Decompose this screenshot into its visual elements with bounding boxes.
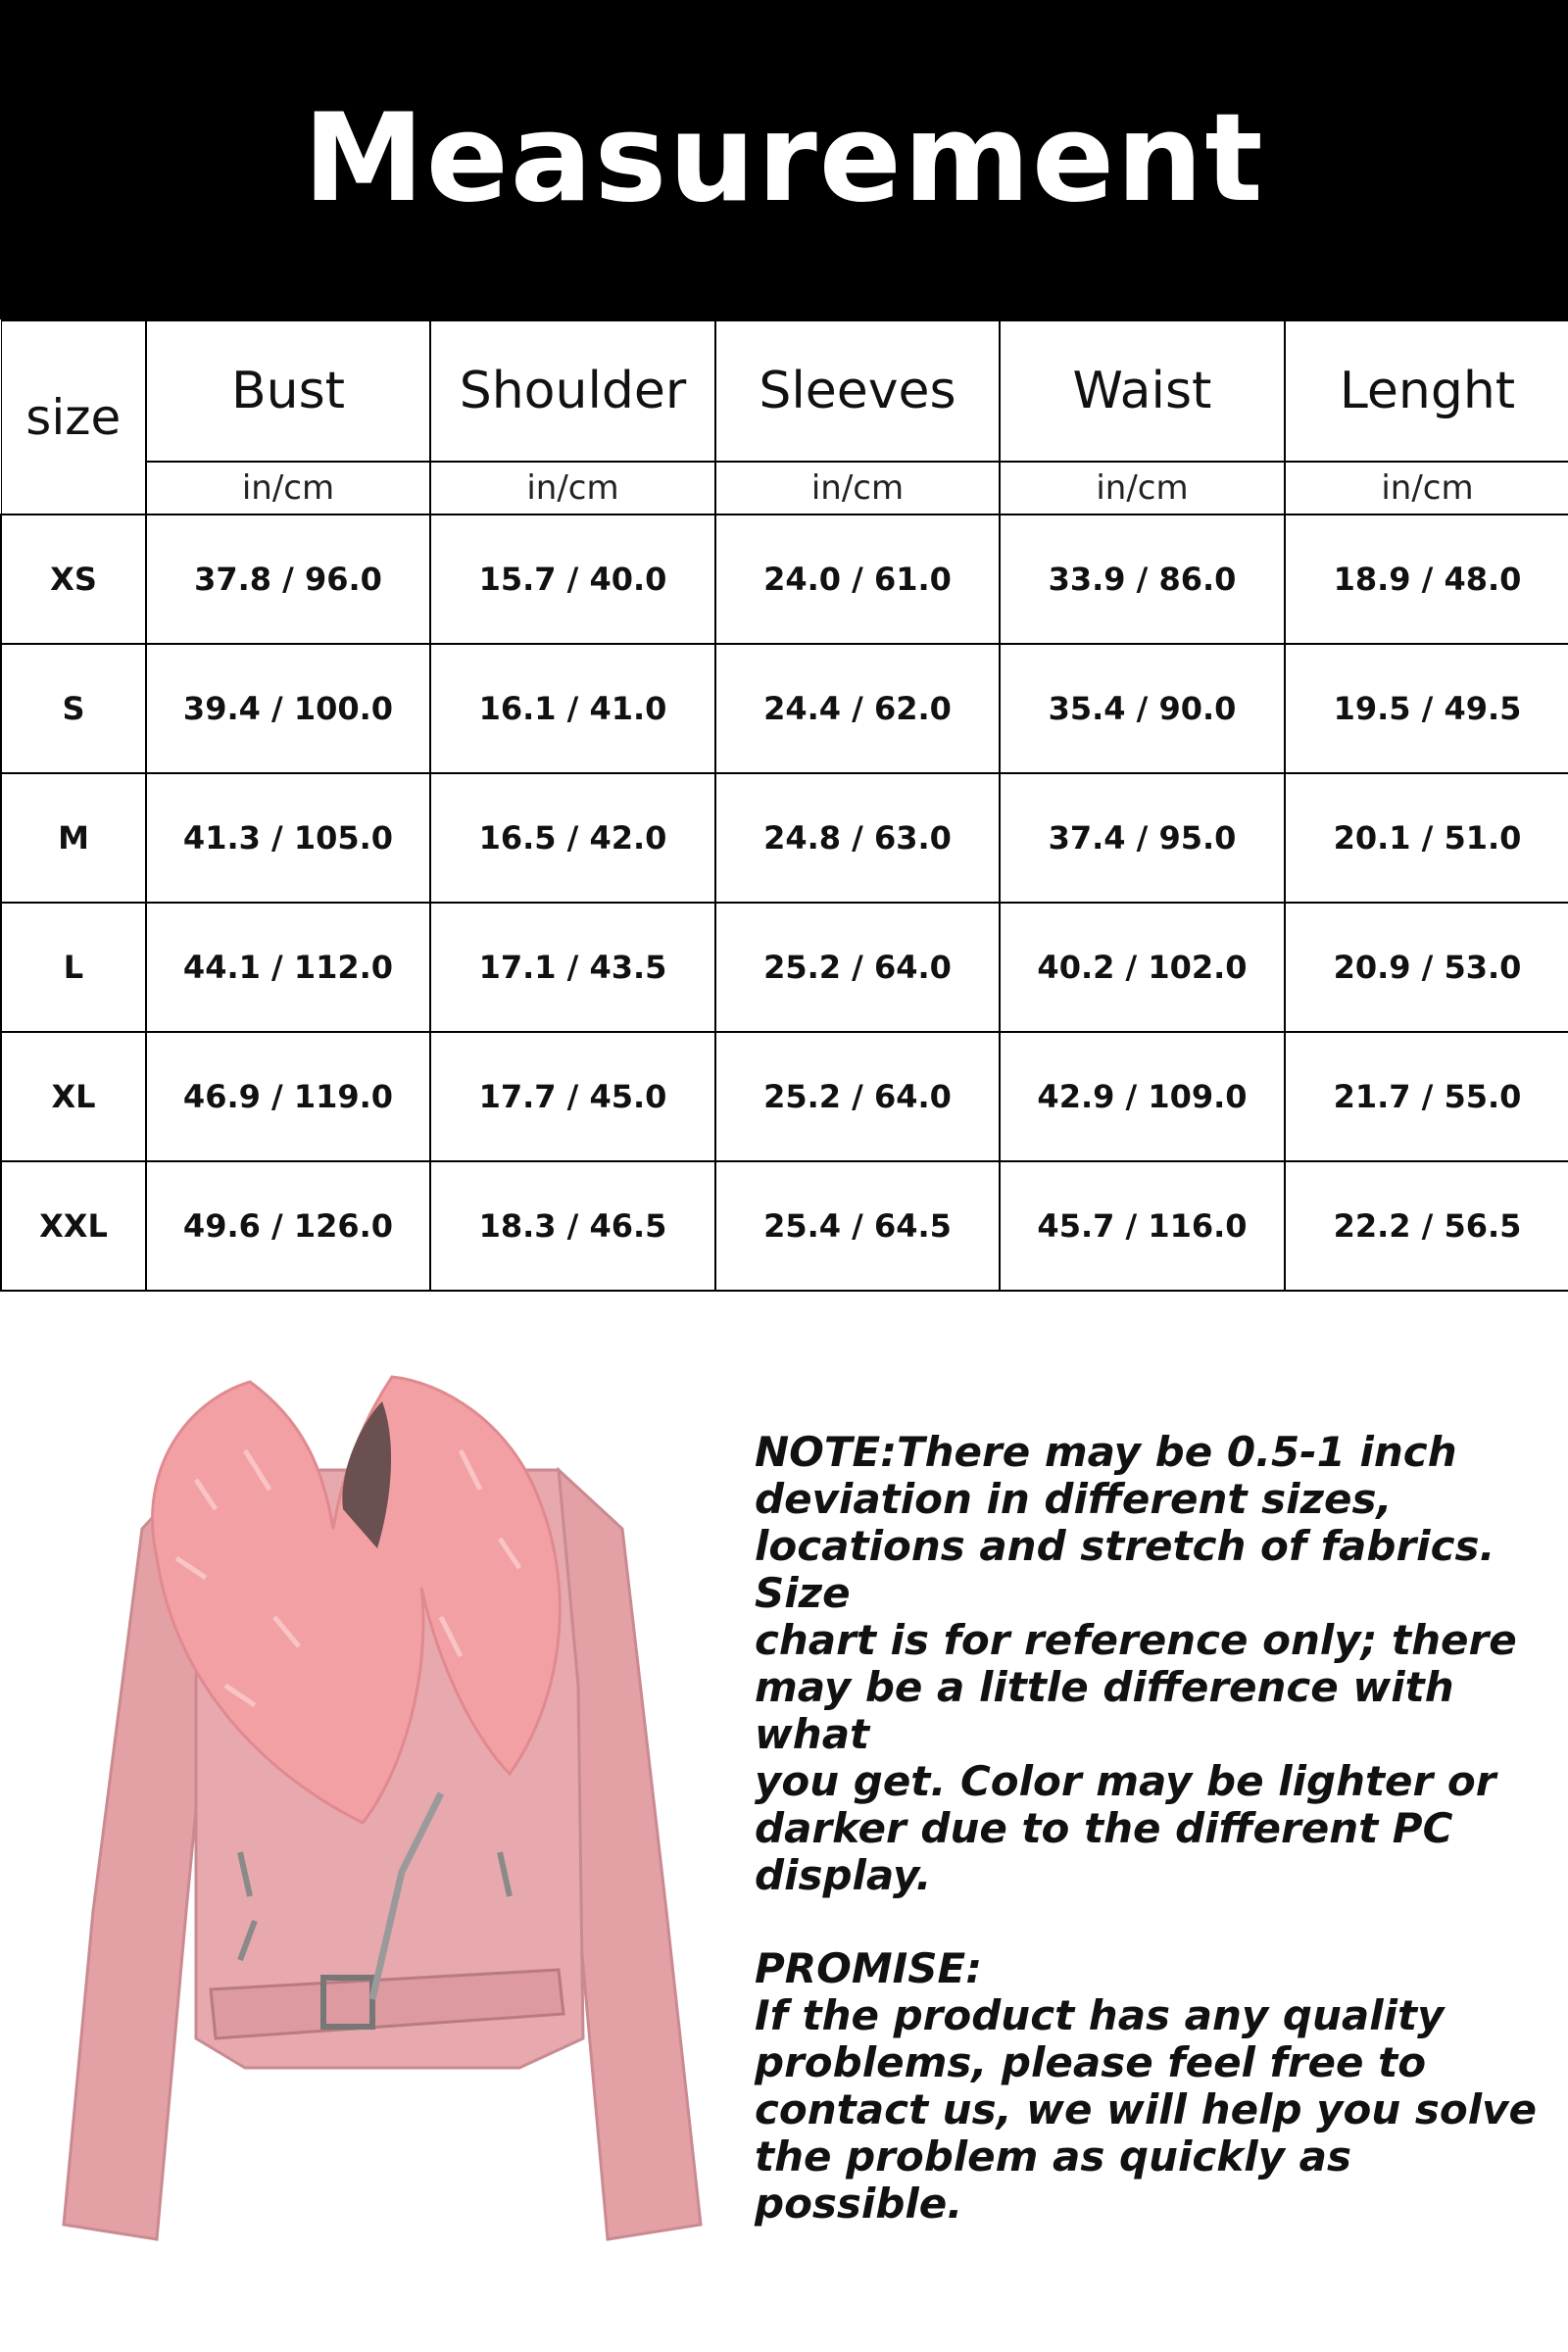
table-cell: 25.2 / 64.0 <box>715 1032 1000 1161</box>
size-cell: L <box>1 903 146 1032</box>
jacket-product-image <box>49 1362 715 2264</box>
table-cell: 18.3 / 46.5 <box>430 1161 715 1291</box>
table-cell: 17.1 / 43.5 <box>430 903 715 1032</box>
table-cell: 41.3 / 105.0 <box>146 773 430 903</box>
table-cell: 37.8 / 96.0 <box>146 514 430 644</box>
unit-label: in/cm <box>1285 462 1568 514</box>
table-cell: 20.9 / 53.0 <box>1285 903 1568 1032</box>
shoulder-column-header: Shoulder <box>430 320 715 462</box>
table-row <box>1 903 1568 1032</box>
table-cell: 37.4 / 95.0 <box>1000 773 1285 903</box>
table-cell: 33.9 / 86.0 <box>1000 514 1285 644</box>
table-cell: 20.1 / 51.0 <box>1285 773 1568 903</box>
size-cell: XXL <box>1 1161 146 1291</box>
table-row <box>1 773 1568 903</box>
table-cell: 39.4 / 100.0 <box>146 644 430 773</box>
unit-label: in/cm <box>1000 462 1285 514</box>
table-cell: 35.4 / 90.0 <box>1000 644 1285 773</box>
table-cell: 22.2 / 56.5 <box>1285 1161 1568 1291</box>
table-cell: 19.5 / 49.5 <box>1285 644 1568 773</box>
table-cell: 24.4 / 62.0 <box>715 644 1000 773</box>
table-cell: 25.2 / 64.0 <box>715 903 1000 1032</box>
table-cell: 49.6 / 126.0 <box>146 1161 430 1291</box>
sleeves-column-header: Sleeves <box>715 320 1000 462</box>
size-cell: M <box>1 773 146 903</box>
size-cell: XL <box>1 1032 146 1161</box>
unit-label: in/cm <box>715 462 1000 514</box>
table-cell: 24.0 / 61.0 <box>715 514 1000 644</box>
note-text: NOTE:There may be 0.5-1 inch deviation in different sizes, locations and stretch of fabrics. Size chart is for reference only; there may be a little difference with what you get. Color may be lighter or darker due to the different PC display. <box>755 1428 1517 1899</box>
page-title: Measurement <box>303 88 1265 229</box>
bust-column-header: Bust <box>146 320 430 462</box>
unit-row <box>1 462 1568 514</box>
table-cell: 24.8 / 63.0 <box>715 773 1000 903</box>
header-row <box>1 320 1568 462</box>
table-row <box>1 514 1568 644</box>
table-cell: 21.7 / 55.0 <box>1285 1032 1568 1161</box>
table-cell: 46.9 / 119.0 <box>146 1032 430 1161</box>
table-cell: 45.7 / 116.0 <box>1000 1161 1285 1291</box>
table-cell: 17.7 / 45.0 <box>430 1032 715 1161</box>
table-cell: 40.2 / 102.0 <box>1000 903 1285 1032</box>
header-banner <box>0 0 1568 319</box>
table-cell: 42.9 / 109.0 <box>1000 1032 1285 1161</box>
table-row <box>1 644 1568 773</box>
table-cell: 16.1 / 41.0 <box>430 644 715 773</box>
table-row <box>1 1032 1568 1161</box>
unit-label: in/cm <box>430 462 715 514</box>
table-cell: 15.7 / 40.0 <box>430 514 715 644</box>
size-cell: XS <box>1 514 146 644</box>
length-column-header: Lenght <box>1285 320 1568 462</box>
table-cell: 18.9 / 48.0 <box>1285 514 1568 644</box>
promise-text: PROMISE: If the product has any quality problems, please feel free to contact us, we will help you solve the problem as quickly as possible. <box>755 1944 1537 2228</box>
waist-column-header: Waist <box>1000 320 1285 462</box>
size-chart-table <box>0 319 1568 1292</box>
table-cell: 44.1 / 112.0 <box>146 903 430 1032</box>
unit-label: in/cm <box>146 462 430 514</box>
table-row <box>1 1161 1568 1291</box>
size-column-header: size <box>1 320 146 514</box>
size-cell: S <box>1 644 146 773</box>
table-cell: 16.5 / 42.0 <box>430 773 715 903</box>
table-cell: 25.4 / 64.5 <box>715 1161 1000 1291</box>
